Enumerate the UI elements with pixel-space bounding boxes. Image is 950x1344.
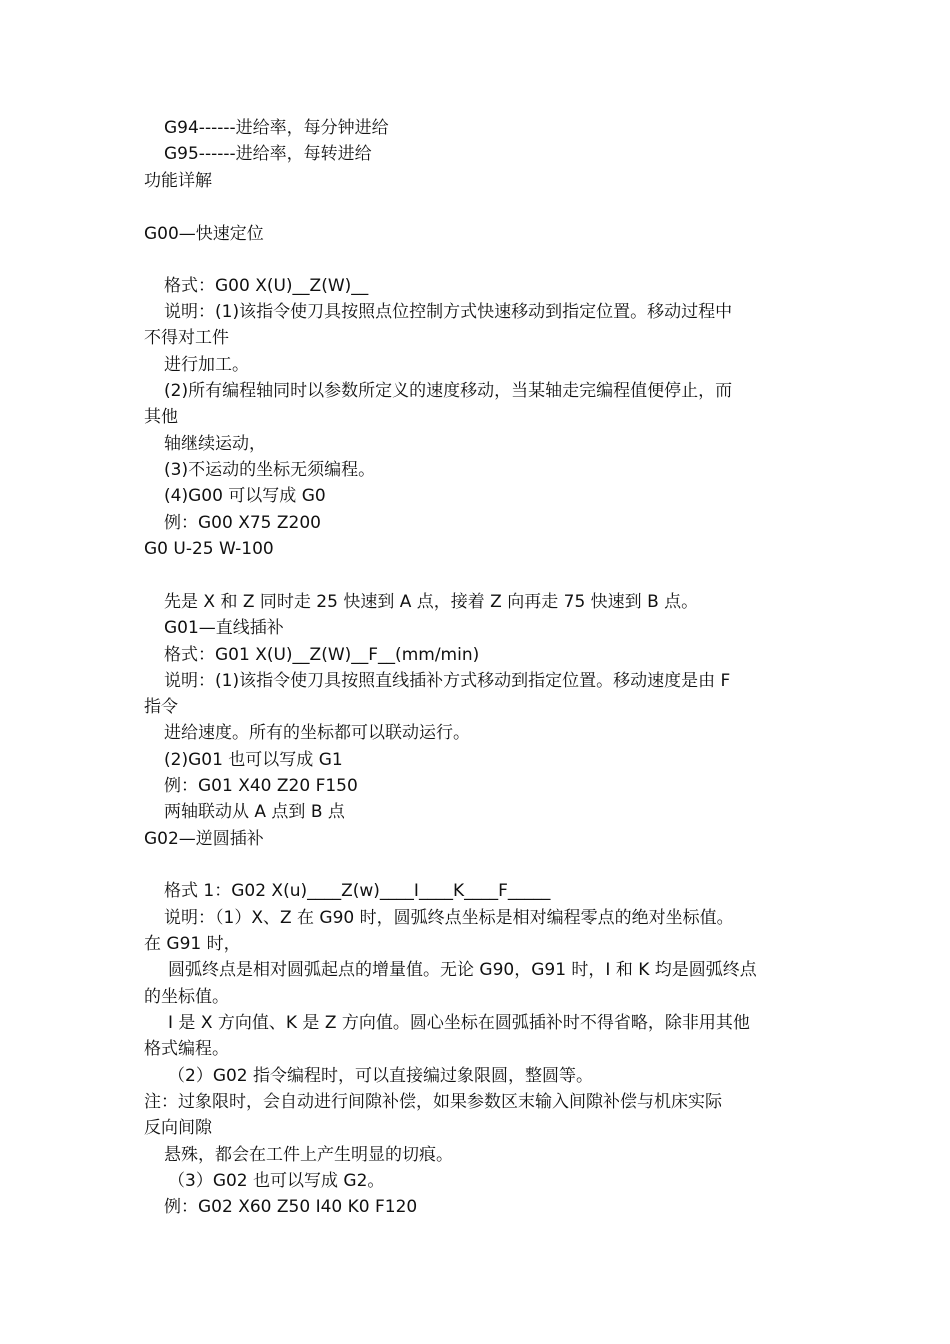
text-line: 进给速度。所有的坐标都可以联动运行。 xyxy=(164,723,470,743)
text-line: 其他 xyxy=(144,407,178,427)
text-line: 指令 xyxy=(144,697,178,717)
text-line: 说明：（1）X、Z 在 G90 时，圆弧终点坐标是相对编程零点的绝对坐标值。 xyxy=(164,908,734,928)
section-heading: 功能详解 xyxy=(144,171,212,191)
text-line: 两轴联动从 A 点到 B 点 xyxy=(164,802,345,822)
text-line: 轴继续运动， xyxy=(164,434,266,454)
text-line: 说明：(1)该指令使刀具按照直线插补方式移动到指定位置。移动速度是由 F xyxy=(164,671,731,691)
text-line: 的坐标值。 xyxy=(144,987,229,1007)
text-line: (2)所有编程轴同时以参数所定义的速度移动，当某轴走完编程值便停止，而 xyxy=(164,381,733,401)
text-line: I 是 X 方向值、K 是 Z 方向值。圆心坐标在圆弧插补时不得省略，除非用其他 xyxy=(168,1013,750,1033)
text-line: 例：G00 X75 Z200 xyxy=(164,513,321,533)
text-line: （2）G02 指令编程时，可以直接编过象限圆，整圆等。 xyxy=(168,1066,594,1086)
section-heading: G00—快速定位 xyxy=(144,224,264,244)
text-line: （3）G02 也可以写成 G2。 xyxy=(168,1171,385,1191)
text-line: 格式 1：G02 X(u)____Z(w)____I____K____F_____ xyxy=(164,881,551,901)
text-line: 不得对工件 xyxy=(144,328,229,348)
text-line: G94------进给率，每分钟进给 xyxy=(164,118,389,138)
text-line: 例：G02 X60 Z50 I40 K0 F120 xyxy=(164,1197,418,1217)
section-heading: G01—直线插补 xyxy=(164,618,284,638)
text-line: G95------进给率，每转进给 xyxy=(164,144,372,164)
text-line: 圆弧终点是相对圆弧起点的增量值。无论 G90，G91 时，I 和 K 均是圆弧终点 xyxy=(168,960,757,980)
text-line: 例：G01 X40 Z20 F150 xyxy=(164,776,358,796)
text-line: 在 G91 时， xyxy=(144,934,241,954)
text-line: 格式：G00 X(U)__Z(W)__ xyxy=(164,276,369,296)
text-line: 格式：G01 X(U)__Z(W)__F__(mm/min) xyxy=(164,645,480,665)
section-heading: G02—逆圆插补 xyxy=(144,829,264,849)
text-line: 反向间隙 xyxy=(144,1118,212,1138)
text-line: 悬殊，都会在工件上产生明显的切痕。 xyxy=(164,1145,453,1165)
text-line: 先是 X 和 Z 同时走 25 快速到 A 点，接着 Z 向再走 75 快速到 B 点。 xyxy=(164,592,699,612)
text-line: G0 U-25 W-100 xyxy=(144,539,274,559)
text-line: 格式编程。 xyxy=(144,1039,229,1059)
text-line: (4)G00 可以写成 G0 xyxy=(164,486,326,506)
text-line: (3)不运动的坐标无须编程。 xyxy=(164,460,376,480)
text-line: 注：过象限时，会自动进行间隙补偿，如果参数区末输入间隙补偿与机床实际 xyxy=(144,1092,722,1112)
text-line: 说明：(1)该指令使刀具按照点位控制方式快速移动到指定位置。移动过程中 xyxy=(164,302,733,322)
text-line: (2)G01 也可以写成 G1 xyxy=(164,750,343,770)
text-line: 进行加工。 xyxy=(164,355,249,375)
